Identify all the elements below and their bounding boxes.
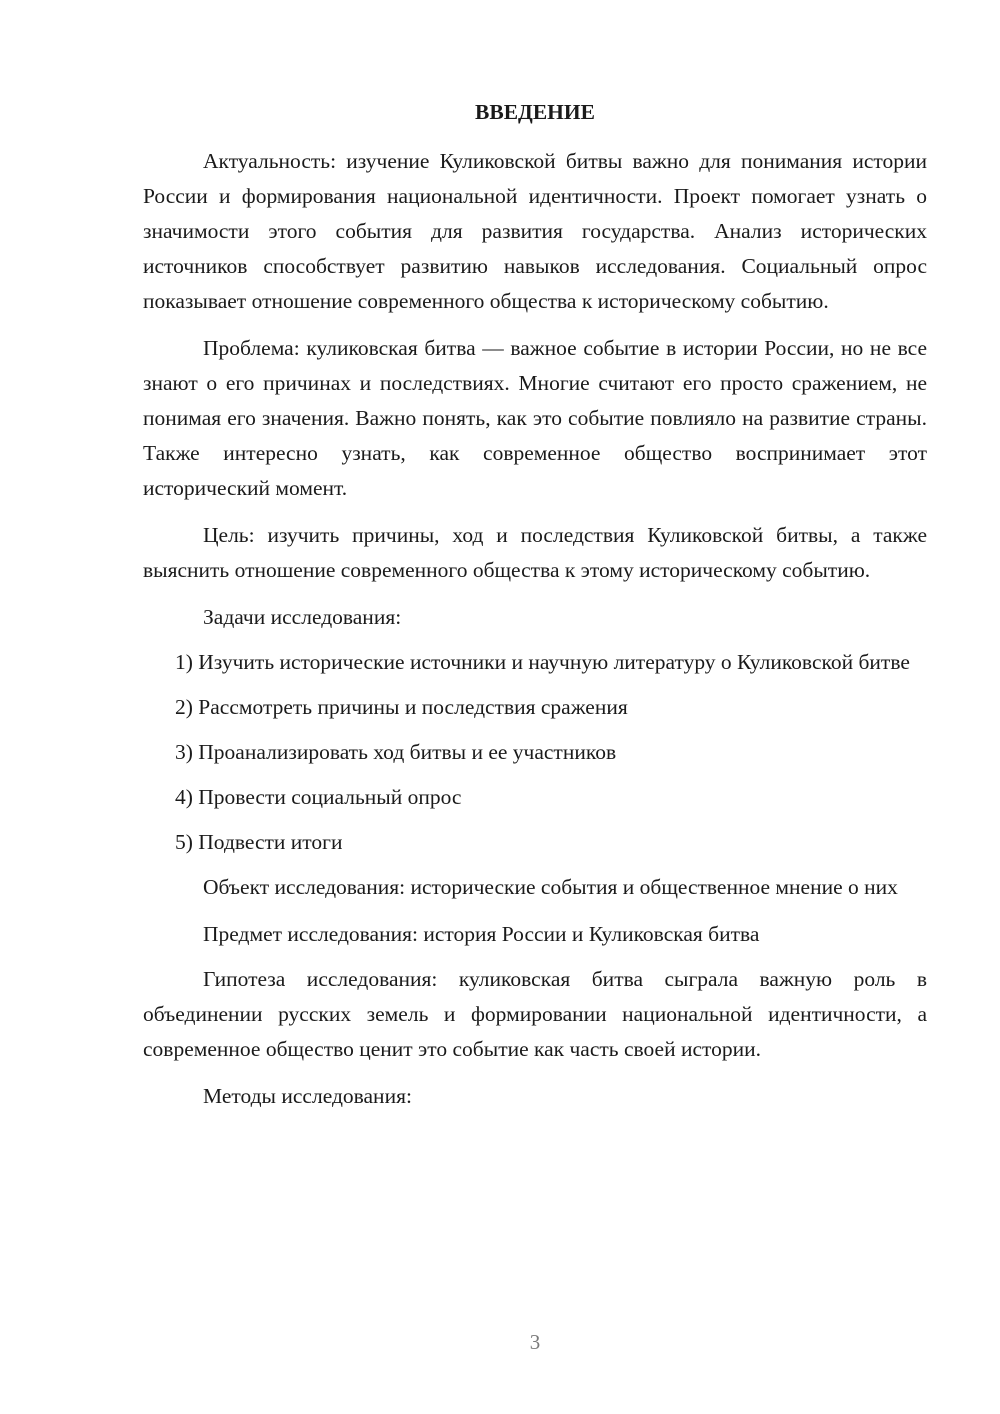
task-item-2: 2) Рассмотреть причины и последствия сражения [175,695,628,719]
relevance-paragraph: Актуальность: изучение Куликовской битвы важно для понимания истории России и формирования национальной идентичности. Проект помогает узнать о значимости этого события для развития государства. Анализ исторических источников способствует развитию навыков исследования. Социальный опрос показывает отношение современного общества к историческому событию. [143,149,927,313]
task-item-1: 1) Изучить исторические источники и научную литературу о Куликовской битве [175,650,910,674]
goal-paragraph: Цель: изучить причины, ход и последствия Куликовской битвы, а также выяснить отношение современного общества к этому историческому событию. [143,523,927,582]
page-number: 3 [529,1330,541,1354]
task-item-3: 3) Проанализировать ход битвы и ее участников [175,740,617,764]
problem-paragraph: Проблема: куликовская битва — важное событие в истории России, но не все знают о его причинах и последствиях. Многие считают его просто сражением, не понимая его значения. Важно понять, как это событие повлияло на развитие страны. Также интересно узнать, как современное общество воспринимает этот исторический момент. [143,336,927,500]
task-item-5: 5) Подвести итоги [175,830,343,854]
subject-paragraph: Предмет исследования: история России и Куликовская битва [203,922,760,946]
document-body [143,92,927,1124]
object-paragraph: Объект исследования: исторические события и общественное мнение о них [203,875,898,899]
hypothesis-paragraph: Гипотеза исследования: куликовская битва сыграла важную роль в объединении русских земель и формировании национальной идентичности, а современное общество ценит это событие как часть своей истории. [143,967,927,1061]
section-title: ВВЕДЕНИЕ [475,100,595,124]
methods-heading: Методы исследования: [203,1084,412,1108]
task-item-4: 4) Провести социальный опрос [175,785,462,809]
tasks-heading: Задачи исследования: [203,605,402,629]
